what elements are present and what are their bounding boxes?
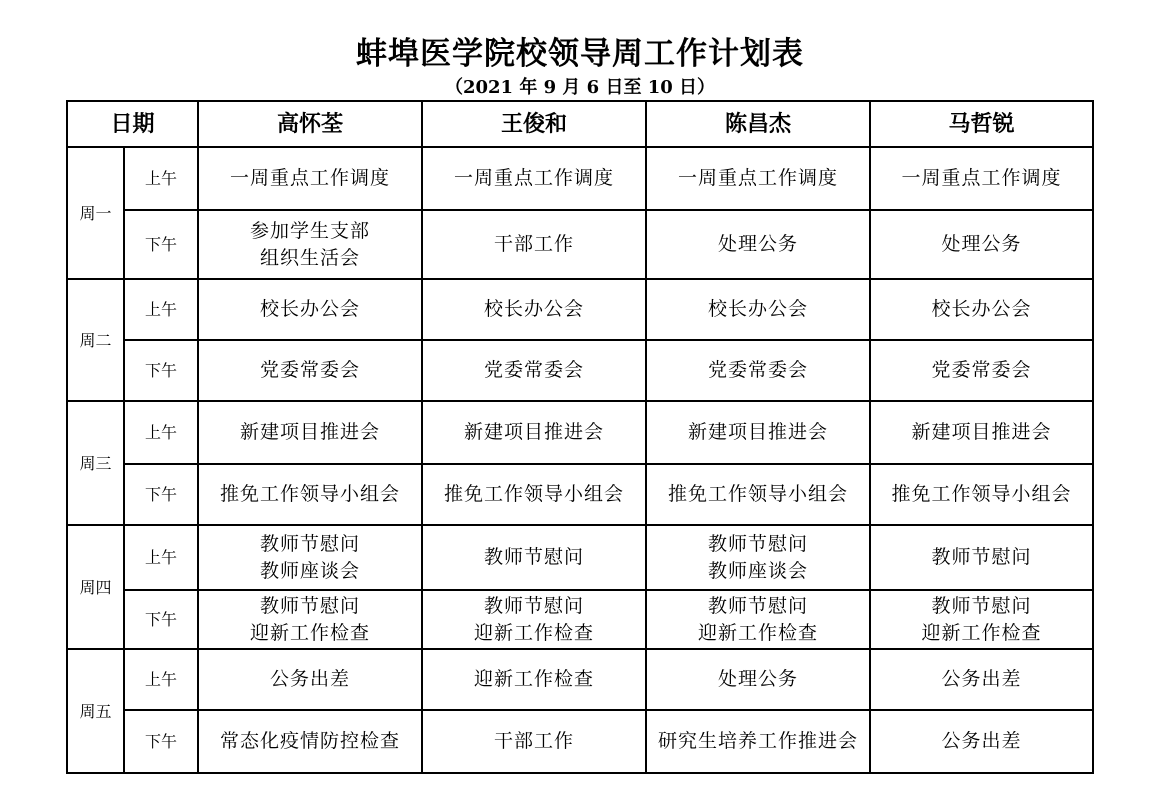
schedule-cell-text: 党委常委会	[260, 359, 361, 381]
schedule-cell	[422, 147, 646, 210]
table-row	[67, 649, 1093, 710]
schedule-cell	[198, 710, 422, 773]
schedule-cell	[422, 525, 646, 590]
schedule-cell-text: 新建项目推进会	[911, 421, 1052, 443]
schedule-cell	[646, 649, 870, 710]
schedule-cell	[870, 340, 1093, 401]
period-label: 下午	[124, 340, 198, 401]
schedule-cell-text: 常态化疫情防控检查	[220, 730, 401, 752]
schedule-cell	[646, 147, 870, 210]
table-row	[67, 590, 1093, 649]
schedule-cell	[646, 279, 870, 340]
schedule-cell	[870, 279, 1093, 340]
schedule-cell-text: 干部工作	[494, 233, 575, 255]
schedule-cell	[646, 590, 870, 649]
schedule-cell	[870, 210, 1093, 279]
schedule-cell-text: 教师座谈会	[260, 559, 361, 582]
schedule-cell-text: 干部工作	[494, 730, 575, 752]
schedule-cell	[422, 649, 646, 710]
period-label: 下午	[124, 590, 198, 649]
schedule-cell-text: 校长办公会	[708, 298, 809, 320]
schedule-cell-text: 迎新工作检查	[921, 621, 1042, 644]
schedule-cell	[198, 649, 422, 710]
schedule-cell-text: 校长办公会	[484, 298, 585, 320]
schedule-cell	[198, 401, 422, 464]
schedule-cell	[646, 710, 870, 773]
schedule-cell-text: 教师节慰问	[484, 594, 585, 617]
schedule-cell-text: 党委常委会	[484, 359, 585, 381]
period-label: 下午	[124, 464, 198, 525]
period-label: 上午	[124, 525, 198, 590]
schedule-cell	[646, 401, 870, 464]
schedule-cell-text: 迎新工作检查	[474, 621, 595, 644]
page-title: 蚌埠医学院校领导周工作计划表	[356, 36, 804, 72]
schedule-body	[67, 147, 1093, 773]
table-row	[67, 525, 1093, 590]
schedule-cell-text: 教师节慰问	[260, 594, 361, 617]
schedule-cell-text: 参加学生支部	[250, 219, 371, 242]
schedule-cell-text: 一周重点工作调度	[230, 167, 391, 189]
schedule-cell-text: 教师节慰问	[931, 546, 1032, 568]
schedule-table	[66, 100, 1094, 774]
table-row	[67, 464, 1093, 525]
schedule-cell-text: 处理公务	[718, 233, 799, 255]
schedule-cell-text: 教师节慰问	[260, 532, 361, 555]
schedule-cell-text: 新建项目推进会	[240, 421, 381, 443]
schedule-cell-text: 教师节慰问	[484, 546, 585, 568]
schedule-cell-text: 新建项目推进会	[464, 421, 605, 443]
schedule-cell-text: 一周重点工作调度	[454, 167, 615, 189]
schedule-cell	[870, 649, 1093, 710]
day-label: 周三	[67, 401, 124, 525]
schedule-cell-text: 新建项目推进会	[688, 421, 829, 443]
period-label: 上午	[124, 401, 198, 464]
leader-header: 王俊和	[422, 101, 646, 147]
table-row	[67, 710, 1093, 773]
schedule-cell-text: 教师节慰问	[708, 532, 809, 555]
schedule-cell	[646, 464, 870, 525]
schedule-cell-text: 推免工作领导小组会	[891, 483, 1072, 505]
day-label: 周五	[67, 649, 124, 773]
schedule-cell	[422, 464, 646, 525]
schedule-cell	[870, 401, 1093, 464]
schedule-cell-text: 一周重点工作调度	[678, 167, 839, 189]
schedule-cell	[422, 210, 646, 279]
leader-header: 高怀荃	[198, 101, 422, 147]
schedule-cell-text: 组织生活会	[260, 246, 361, 269]
schedule-cell-text: 校长办公会	[260, 298, 361, 320]
table-row	[67, 210, 1093, 279]
schedule-cell-text: 处理公务	[941, 233, 1022, 255]
leader-header: 马哲锐	[870, 101, 1093, 147]
schedule-cell	[198, 147, 422, 210]
header-row	[67, 101, 1093, 147]
schedule-cell	[422, 340, 646, 401]
schedule-cell	[422, 401, 646, 464]
schedule-cell	[198, 210, 422, 279]
schedule-cell-text: 一周重点工作调度	[901, 167, 1062, 189]
schedule-cell	[198, 590, 422, 649]
schedule-cell-text: 推免工作领导小组会	[220, 483, 401, 505]
period-label: 上午	[124, 649, 198, 710]
schedule-cell	[422, 279, 646, 340]
date-header: 日期	[67, 101, 198, 147]
schedule-cell-text: 推免工作领导小组会	[668, 483, 849, 505]
schedule-cell-text: 研究生培养工作推进会	[658, 730, 859, 752]
day-label: 周四	[67, 525, 124, 649]
schedule-cell	[870, 147, 1093, 210]
schedule-cell	[870, 590, 1093, 649]
period-label: 上午	[124, 279, 198, 340]
schedule-cell	[198, 279, 422, 340]
schedule-cell-text: 迎新工作检查	[250, 621, 371, 644]
period-label: 下午	[124, 710, 198, 773]
schedule-cell	[198, 340, 422, 401]
day-label: 周二	[67, 279, 124, 401]
schedule-cell-text: 教师节慰问	[708, 594, 809, 617]
schedule-cell	[646, 210, 870, 279]
schedule-cell	[646, 340, 870, 401]
schedule-cell	[198, 525, 422, 590]
schedule-cell-text: 推免工作领导小组会	[444, 483, 625, 505]
schedule-cell	[422, 710, 646, 773]
table-row	[67, 279, 1093, 340]
schedule-cell	[198, 464, 422, 525]
schedule-cell-text: 公务出差	[941, 730, 1022, 752]
schedule-cell	[870, 525, 1093, 590]
table-row	[67, 401, 1093, 464]
date-range-subtitle: （2021 年 9 月 6 日至 10 日）	[444, 77, 716, 98]
schedule-cell-text: 教师座谈会	[708, 559, 809, 582]
schedule-cell-text: 党委常委会	[931, 359, 1032, 381]
schedule-cell-text: 公务出差	[270, 668, 351, 690]
schedule-cell-text: 公务出差	[941, 668, 1022, 690]
schedule-cell	[646, 525, 870, 590]
schedule-cell	[422, 590, 646, 649]
schedule-cell-text: 迎新工作检查	[474, 668, 595, 690]
period-label: 下午	[124, 210, 198, 279]
schedule-cell-text: 迎新工作检查	[698, 621, 819, 644]
schedule-cell-text: 处理公务	[718, 668, 799, 690]
table-row	[67, 340, 1093, 401]
schedule-cell-text: 党委常委会	[708, 359, 809, 381]
schedule-cell	[870, 710, 1093, 773]
leader-header: 陈昌杰	[646, 101, 870, 147]
schedule-cell	[870, 464, 1093, 525]
schedule-cell-text: 教师节慰问	[931, 594, 1032, 617]
period-label: 上午	[124, 147, 198, 210]
day-label: 周一	[67, 147, 124, 279]
schedule-cell-text: 校长办公会	[931, 298, 1032, 320]
table-row	[67, 147, 1093, 210]
